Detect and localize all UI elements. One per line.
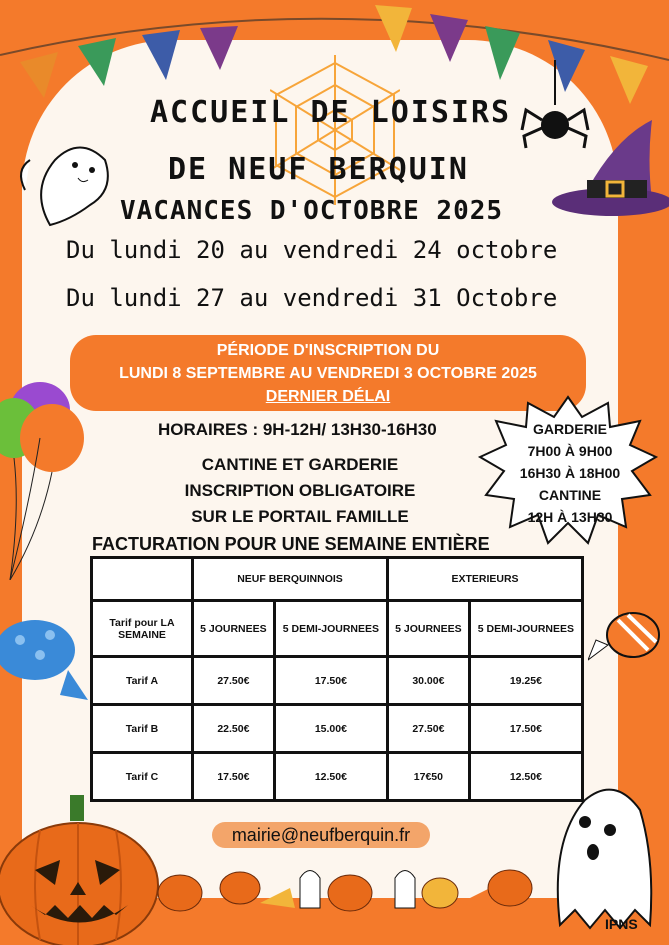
title-line-3: VACANCES D'OCTOBRE 2025 bbox=[120, 196, 504, 226]
billing-title: FACTURATION POUR UNE SEMAINE ENTIÈRE bbox=[92, 534, 490, 554]
witch-hat-icon bbox=[552, 110, 669, 220]
garderie-line-3: 16H30 À 18H00 bbox=[519, 465, 621, 481]
table-cell: Tarif B bbox=[92, 705, 193, 753]
table-row bbox=[92, 657, 583, 705]
subheader-cell: 5 DEMI-JOURNEES bbox=[469, 601, 582, 657]
table-cell: 17€50 bbox=[387, 753, 469, 801]
cantine-line-2: INSCRIPTION OBLIGATOIRE bbox=[184, 481, 416, 500]
garderie-line-2: 7H00 À 9H00 bbox=[527, 443, 613, 459]
pumpkin-icon bbox=[0, 790, 160, 945]
table-cell: Tarif C bbox=[92, 753, 193, 801]
cantine-notice bbox=[150, 452, 450, 530]
group-header-cell: EXTERIEURS bbox=[387, 558, 582, 601]
table-cell: 27.50€ bbox=[193, 657, 275, 705]
cantine-line-1: CANTINE ET GARDERIE bbox=[201, 455, 399, 474]
subheader-cell: 5 DEMI-JOURNEES bbox=[274, 601, 387, 657]
table-row bbox=[92, 558, 583, 601]
table-cell: 12.50€ bbox=[469, 753, 582, 801]
table-cell bbox=[92, 558, 193, 601]
table-cell: 22.50€ bbox=[193, 705, 275, 753]
table-row bbox=[92, 601, 583, 657]
flag-icon bbox=[78, 38, 116, 86]
table-row bbox=[92, 753, 583, 801]
ghost-icon bbox=[10, 130, 110, 230]
table-cell: 17.50€ bbox=[469, 705, 582, 753]
balloons-icon bbox=[0, 380, 95, 580]
garderie-box bbox=[505, 418, 635, 528]
table-cell: 15.00€ bbox=[274, 705, 387, 753]
pumpkins-row-decoration bbox=[140, 858, 560, 928]
registration-line-1: PÉRIODE D'INSCRIPTION DU bbox=[216, 342, 440, 359]
dates-week-2: Du lundi 27 au vendredi 31 Octobre bbox=[66, 284, 558, 312]
garderie-line-1: GARDERIE bbox=[533, 421, 607, 437]
flag-icon bbox=[610, 56, 648, 104]
registration-line-2: LUNDI 8 SEPTEMBRE AU VENDREDI 3 OCTOBRE 2025 bbox=[119, 365, 537, 382]
subheader-cell: Tarif pour LA SEMAINE bbox=[92, 601, 193, 657]
garderie-line-4: CANTINE bbox=[538, 487, 602, 503]
dates-week-1: Du lundi 20 au vendredi 24 octobre bbox=[66, 236, 558, 264]
ghost-icon bbox=[545, 780, 655, 930]
table-cell: Tarif A bbox=[92, 657, 193, 705]
table-cell: 27.50€ bbox=[387, 705, 469, 753]
group-header-cell: NEUF BERQUINNOIS bbox=[193, 558, 388, 601]
title-line-1: ACCUEIL DE LOISIRS bbox=[150, 95, 512, 130]
hours-text: HORAIRES : 9H-12H/ 13H30-16H30 bbox=[158, 420, 437, 439]
title-line-2: DE NEUF BERQUIN bbox=[168, 152, 469, 187]
flag-icon bbox=[375, 5, 412, 52]
subheader-cell: 5 JOURNEES bbox=[193, 601, 275, 657]
flag-icon bbox=[142, 30, 180, 80]
flag-icon bbox=[20, 52, 58, 98]
candy-icon bbox=[0, 600, 90, 710]
candy-icon bbox=[588, 600, 669, 680]
table-cell: 19.25€ bbox=[469, 657, 582, 705]
garderie-line-5: 12H À 13H30 bbox=[527, 509, 613, 525]
table-cell: 12.50€ bbox=[274, 753, 387, 801]
flag-icon bbox=[200, 26, 238, 70]
footer-ipns: IPNS bbox=[605, 916, 638, 932]
rates-table bbox=[90, 556, 584, 802]
table-cell: 30.00€ bbox=[387, 657, 469, 705]
flag-icon bbox=[485, 26, 520, 80]
cantine-line-3: SUR LE PORTAIL FAMILLE bbox=[191, 507, 409, 526]
contact-email[interactable]: mairie@neufberquin.fr bbox=[212, 822, 430, 848]
table-row bbox=[92, 705, 583, 753]
subheader-cell: 5 JOURNEES bbox=[387, 601, 469, 657]
table-cell: 17.50€ bbox=[193, 753, 275, 801]
registration-deadline: DERNIER DÉLAI bbox=[265, 388, 391, 405]
table-cell: 17.50€ bbox=[274, 657, 387, 705]
flag-icon bbox=[430, 14, 468, 62]
